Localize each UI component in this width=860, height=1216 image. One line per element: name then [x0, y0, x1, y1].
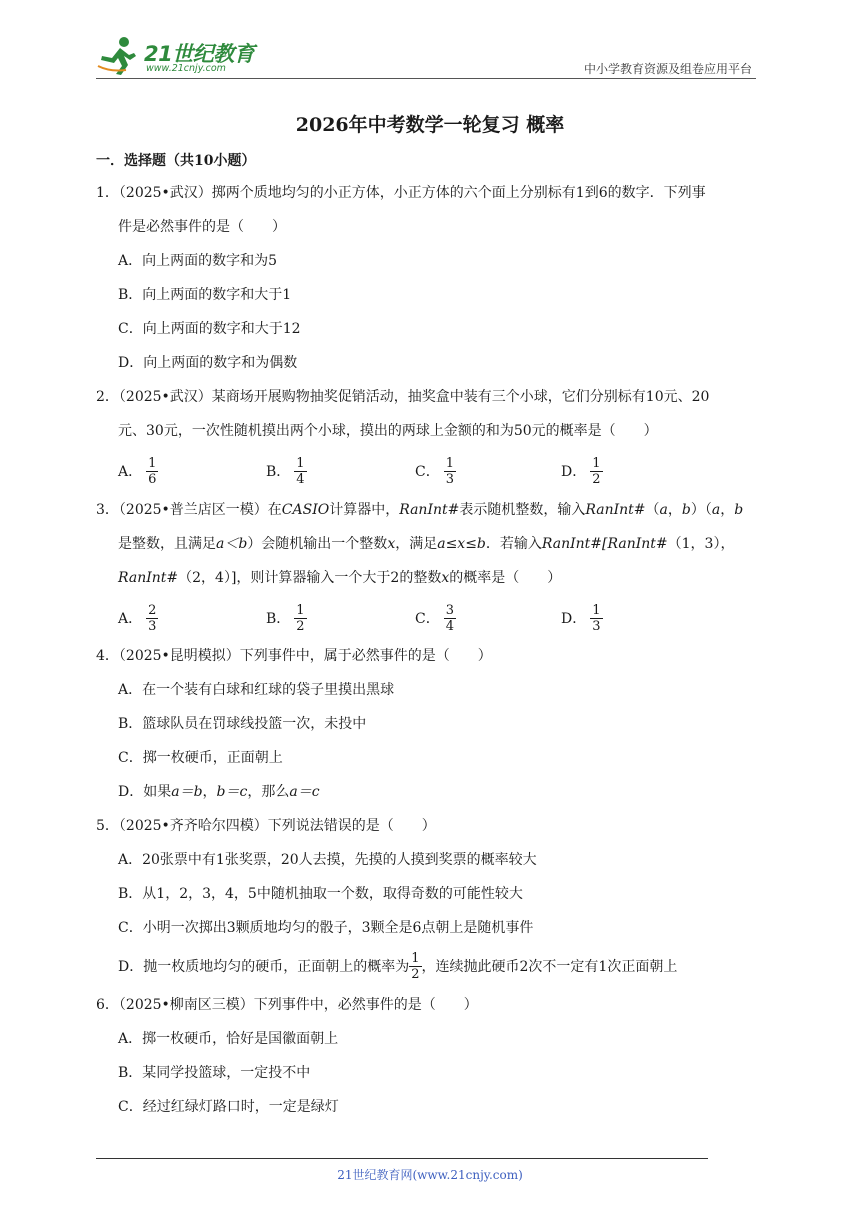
fraction: $\frac{1}{3}$: [592, 602, 601, 634]
fraction: $\frac{1}{3}$: [445, 455, 454, 487]
question-1-option-a: A．向上两面的数字和为5: [118, 253, 278, 269]
question-6-option-a: A．掷一枚硬币，恰好是国徽面朝上: [118, 1031, 339, 1047]
question-6-option-b: B．某同学投篮球，一定投不中: [118, 1065, 311, 1081]
question-1-option-d: D．向上两面的数字和为偶数: [118, 355, 298, 371]
question-2-option-a: A． $\frac{1}{6}$: [118, 455, 157, 487]
fraction: $\frac{3}{4}$: [445, 602, 454, 634]
platform-name: 中小学教育资源及组卷应用平台: [583, 62, 752, 76]
question-2-line-2: 元、30元，一次性随机摸出两个小球，摸出的两球上金额的和为50元的概率是（ ）: [118, 423, 658, 439]
question-1-line-2: 件是必然事件的是（ ）: [118, 219, 286, 235]
question-6-option-c: C．经过红绿灯路口时，一定是绿灯: [118, 1099, 339, 1115]
fraction: $\frac{1}{6}$: [148, 455, 157, 487]
question-5-option-a: A．20张票中有1张奖票，20人去摸，先摸的人摸到奖票的概率较大: [118, 852, 537, 868]
question-4-option-a: A．在一个装有白球和红球的袋子里摸出黑球: [118, 682, 395, 698]
fraction: $\frac{2}{3}$: [148, 602, 157, 634]
fraction: $\frac{1}{2}$: [592, 455, 601, 487]
question-2-line-1: 2．（2025•武汉）某商场开展购物抽奖促销活动，抽奖盒中装有三个小球，它们分别标有10元、20: [96, 389, 710, 405]
question-3-line-3: RanInt#（2，4）]，则计算器输入一个大于2的整数x的概率是（ ）: [118, 570, 562, 586]
question-5-option-b: B．从1，2，3，4，5中随机抽取一个数，取得奇数的可能性较大: [118, 886, 523, 902]
page-title: 2026年中考数学一轮复习 概率: [295, 114, 565, 136]
question-2-option-c: C． $\frac{1}{3}$: [415, 455, 454, 487]
question-1-option-c: C．向上两面的数字和大于12: [118, 321, 301, 337]
question-5-line-1: 5．（2025•齐齐哈尔四模）下列说法错误的是（ ）: [96, 818, 436, 834]
question-6-line-1: 6．（2025•柳南区三模）下列事件中，必然事件的是（ ）: [96, 997, 478, 1013]
question-5-option-c: C．小明一次掷出3颗质地均匀的骰子，3颗全是6点朝上是随机事件: [118, 920, 534, 936]
running-figure-icon: [96, 36, 142, 76]
question-3-option-a: A． $\frac{2}{3}$: [118, 602, 157, 634]
question-1-option-b: B．向上两面的数字和大于1: [118, 287, 292, 303]
logo-url: www.21cnjy.com: [146, 63, 226, 74]
question-4-option-b: B．篮球队员在罚球线投篮一次，未投中: [118, 716, 367, 732]
question-3-line-1: 3．（2025•普兰店区一模）在CASIO计算器中，RanInt#表示随机整数，输入RanInt#（a，b）（a，b: [96, 502, 744, 518]
question-3-option-d: D． $\frac{1}{3}$: [561, 602, 601, 634]
logo-text: 21世纪教育: [144, 42, 255, 66]
fraction: $\frac{1}{4}$: [296, 455, 305, 487]
question-3-line-2: 是整数，且满足a＜b）会随机输出一个整数x，满足a≤x≤b．若输入RanInt#[RanInt#（1，3），: [118, 536, 735, 552]
question-2-option-b: B． $\frac{1}{4}$: [266, 455, 305, 487]
section-heading: 一．选择题（共10小题）: [96, 153, 256, 169]
question-4-option-d: D．如果a＝b，b＝c，那么a＝c: [118, 784, 320, 800]
question-3-option-c: C． $\frac{3}{4}$: [415, 602, 454, 634]
footer-divider: [96, 1158, 708, 1159]
page-header: [96, 32, 756, 79]
fraction: $\frac{1}{2}$: [296, 602, 305, 634]
question-3-option-b: B． $\frac{1}{2}$: [266, 602, 305, 634]
footer-link[interactable]: 21世纪教育网(www.21cnjy.com): [337, 1168, 523, 1182]
question-1-line-1: 1．（2025•武汉）掷两个质地均匀的小正方体，小正方体的六个面上分别标有1到6的数字．下列事: [96, 185, 706, 201]
fraction: $\frac{1}{2}$: [411, 950, 420, 982]
question-4-option-c: C．掷一枚硬币，正面朝上: [118, 750, 283, 766]
site-logo: [96, 34, 266, 76]
question-2-option-d: D． $\frac{1}{2}$: [561, 455, 601, 487]
question-4-line-1: 4．（2025•昆明模拟）下列事件中，属于必然事件的是（ ）: [96, 648, 492, 664]
